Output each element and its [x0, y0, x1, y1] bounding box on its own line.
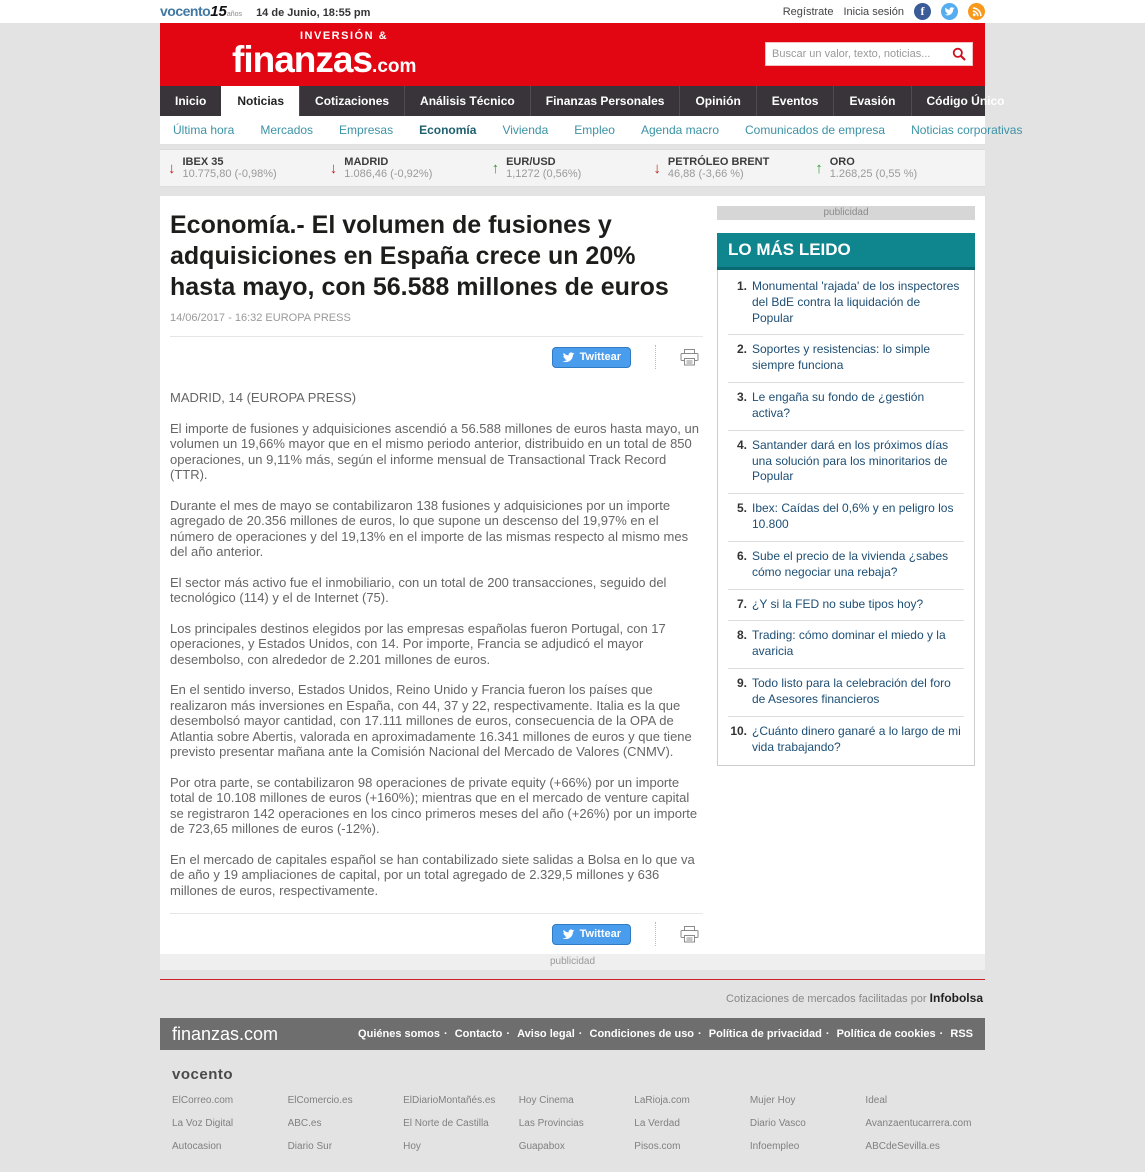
mainnav-item-noticias[interactable]: Noticias [221, 86, 299, 116]
vocento-link-eldiariomontanes-es[interactable]: ElDiarioMontañés.es [403, 1095, 496, 1107]
article-body [170, 390, 703, 898]
most-read-rank: 1. [736, 279, 747, 293]
most-read-rank: 3. [736, 390, 747, 405]
finanzas-logo[interactable] [232, 30, 416, 86]
vocento-logo-text: vocento [160, 2, 211, 19]
site-masthead [160, 23, 985, 86]
mainnav-item-evasion[interactable]: Evasión [833, 86, 910, 116]
most-read-link[interactable]: Trading: cómo dominar el miedo y la avaricia [752, 628, 946, 659]
search-icon [952, 47, 966, 61]
vocento-link-diario-vasco[interactable]: Diario Vasco [749, 1118, 806, 1130]
most-read-item [728, 669, 964, 717]
most-read-link[interactable]: Monumental 'rajada' de los inspectores del BdE contra la liquidación de Popular [752, 279, 960, 325]
most-read-item [728, 494, 964, 542]
subnav-item-empresas[interactable]: Empresas [339, 123, 394, 137]
article-byline: 14/06/2017 - 16:32 EUROPA PRESS [170, 312, 351, 325]
top-utility-bar [0, 0, 1145, 23]
logo-finanzas-text: finanzas [232, 39, 373, 80]
share-divider [655, 345, 656, 369]
ticker-name: IBEX 35 [182, 156, 224, 168]
ticker-quote-ibex-35[interactable] [168, 156, 330, 180]
vocento-link-elcorreo-com[interactable]: ElCorreo.com [172, 1095, 234, 1107]
print-button-bottom[interactable] [680, 926, 699, 943]
ticker-name: PETRÓLEO BRENT [667, 156, 770, 168]
most-read-rank: 6. [736, 548, 747, 563]
most-read-list [717, 270, 975, 766]
infobolsa-brand[interactable]: Infobolsa [929, 991, 983, 1006]
subnav-item-mercados[interactable]: Mercados [260, 123, 314, 137]
ticker-name: ORO [829, 156, 855, 168]
footer-brand[interactable]: finanzas.com [172, 1023, 279, 1044]
arrow-up-icon: ↑ [815, 159, 823, 177]
arrow-down-icon: ↓ [168, 159, 176, 177]
ticker-quote-eur-usd[interactable] [492, 156, 654, 180]
sidebar-ad-placeholder: publicidad [717, 206, 975, 220]
vocento-link-ideal[interactable]: Ideal [865, 1095, 888, 1107]
most-read-rank: 7. [736, 596, 747, 611]
vocento-15-text: 15 [210, 2, 227, 20]
most-read-item [728, 335, 964, 383]
mainnav-item-cotizaciones[interactable]: Cotizaciones [299, 86, 404, 116]
vocento-link-pisos-com[interactable]: Pisos.com [634, 1141, 681, 1153]
most-read-link[interactable]: ¿Cuánto dinero ganaré a lo largo de mi vida trabajando? [752, 723, 961, 754]
market-ticker [160, 149, 985, 187]
vocento-link-la-voz-digital[interactable]: La Voz Digital [172, 1118, 234, 1130]
vocento-footer-logo[interactable]: vocento [172, 1066, 234, 1084]
vocento-link-infoempleo[interactable]: Infoempleo [749, 1141, 800, 1153]
article-paragraph: El sector más activo fue el inmobiliario, con un total de 200 transacciones, seguido del tecnológico (114) y el de Internet (75). [170, 574, 667, 606]
article-paragraph: Durante el mes de mayo se contabilizaron 138 fusiones y adquisiciones por un importe agregado de 20.356 millones de euros, lo que supone un descenso del 19,97% en el número de operaciones y del 19,13% en el importe de las mismas respecto al mismo mes del año anterior. [170, 497, 689, 560]
most-read-rank: 10. [730, 723, 747, 738]
article-paragraph: El importe de fusiones y adquisiciones ascendió a 56.588 millones de euros hasta mayo, un volumen un 19,66% mayor que en el mismo periodo anterior, distribuido en un total de 850 operaciones, un 9,11% más, según el informe mensual de Transactional Track Record (TTR). [170, 420, 699, 483]
tweet-label: Twittear [579, 351, 621, 364]
vocento-link-elcomercio-es[interactable]: ElComercio.es [287, 1095, 353, 1107]
article-paragraph: En el mercado de capitales español se han contabilizado siete salidas a Bolsa en lo que va de año y 19 ampliaciones de capital, por un total agregado de 2.329,5 millones y 636 millones de euros, respectivamente. [170, 851, 695, 898]
most-read-item [728, 431, 964, 494]
logo-com-text: .com [372, 56, 417, 77]
sub-nav [160, 116, 1023, 145]
article-paragraph: En el sentido inverso, Estados Unidos, Reino Unido y Francia fueron los países que realizaron más inversiones en España, con 44, 37 y 22, respectivamente. Italia es la que desembolsó mayor cantidad, con 17.111 millones de euros, consecuencia de la OPA de Atlantia sobre Abertis, valorada en aproximadamente 16.341 millones de euros y que tiene previsto presentar mañana ante la Comisión Nacional del Mercado de Valores (CNMV). [170, 682, 692, 760]
ticker-name: EUR/USD [506, 156, 556, 168]
print-button-top[interactable] [680, 349, 699, 366]
footer-link-politica-de-privacidad[interactable]: · Política de privacidad [694, 1028, 822, 1040]
most-read-rank: 8. [736, 628, 747, 643]
article-paragraph: Los principales destinos elegidos por las empresas españolas fueron Portugal, con 17 operaciones, y Estados Unidos, con 14. Por importe, Francia se adjudicó el mayor desembolso, con alrededor de 2.201 millones de euros. [170, 620, 666, 667]
ticker-value: 46,88 (-3,66 %) [667, 168, 744, 180]
sidebar [717, 206, 975, 954]
footer-link-contacto[interactable]: · Contacto [440, 1028, 502, 1040]
footer-link-condiciones-de-uso[interactable]: · Condiciones de uso [575, 1028, 694, 1040]
arrow-up-icon: ↑ [491, 159, 500, 177]
vocento-link-abc-es[interactable]: ABC.es [287, 1118, 322, 1130]
ticker-quote-petroleo-brent[interactable] [653, 156, 815, 180]
vocento-link-hoy-cinema[interactable]: Hoy Cinema [518, 1095, 574, 1107]
ticker-value: 1.086,46 (-0,92%) [344, 168, 433, 180]
vocento-link-guapabox[interactable]: Guapabox [518, 1141, 565, 1153]
ticker-value: 1,1272 (0,56%) [506, 168, 582, 180]
vocento-link-diario-sur[interactable]: Diario Sur [287, 1141, 333, 1153]
arrow-down-icon: ↓ [653, 159, 661, 177]
quotes-attribution-text: Cotizaciones de mercados facilitadas por [726, 993, 930, 1006]
footer-bar [160, 1018, 985, 1050]
most-read-rank: 2. [736, 342, 747, 357]
vocento-link-autocasion[interactable]: Autocasion [172, 1141, 222, 1153]
mainnav-item-opinion[interactable]: Opinión [679, 86, 755, 116]
mainnav-item-finanzas-personales[interactable]: Finanzas Personales [530, 86, 680, 116]
ticker-value: 1.268,25 (0,55 %) [829, 168, 918, 180]
search-button[interactable] [952, 47, 966, 61]
most-read-item [728, 590, 964, 622]
search-box [765, 42, 973, 66]
main-content [160, 196, 985, 954]
ticker-name: MADRID [344, 156, 389, 168]
most-read-rank: 5. [736, 501, 747, 516]
ticker-quote-oro[interactable] [815, 156, 977, 180]
vocento-link-abcdesevilla-es[interactable]: ABCdeSevilla.es [865, 1141, 940, 1153]
tweet-button-bottom[interactable] [552, 924, 631, 945]
twitter-icon[interactable] [941, 3, 958, 20]
vocento-link-hoy[interactable]: Hoy [403, 1141, 421, 1153]
most-read-item [728, 621, 964, 669]
main-nav [160, 86, 1005, 116]
most-read-link[interactable]: Soportes y resistencias: lo simple siempre funciona [752, 342, 931, 373]
share-row-top [170, 336, 703, 377]
subnav-item-economia[interactable]: Economía [419, 123, 477, 137]
twitter-bird-icon [562, 928, 575, 941]
footer-link-rss[interactable]: · RSS [936, 1028, 973, 1040]
footer-link-politica-de-cookies[interactable]: · Política de cookies [822, 1028, 936, 1040]
most-read-link[interactable]: Santander dará en los próximos días una solución para los minoritarios de Popular [752, 437, 949, 484]
tweet-label: Twittear [579, 928, 621, 941]
ticker-quote-madrid[interactable] [330, 156, 492, 180]
vocento-link-el-norte-de-castilla[interactable]: El Norte de Castilla [403, 1118, 489, 1130]
most-read-title: LO MÁS LEIDO [717, 233, 975, 270]
mainnav-item-eventos[interactable]: Eventos [756, 86, 834, 116]
printer-icon [680, 926, 699, 943]
most-read-link[interactable]: Le engaña su fondo de ¿gestión activa? [752, 390, 925, 420]
article-paragraph: Por otra parte, se contabilizaron 98 operaciones de private equity (+66%) por un importe total de 10.108 millones de euros (+160%); mientras que en el mercado de venture capital se registraron 142 operaciones en los cinco primeros meses del año (+26%) por un importe de 723,65 millones de euros (-12%). [170, 774, 698, 837]
vocento-logo[interactable] [160, 3, 242, 21]
most-read-item [728, 542, 964, 590]
printer-icon [680, 349, 699, 366]
subnav-item-ultima-hora[interactable]: Última hora [173, 123, 235, 137]
share-divider [655, 922, 656, 946]
article-title: Economía.- El volumen de fusiones y adquisiciones en España crece un 20% hasta mayo, con 56.588 millones de euros [170, 211, 669, 301]
most-read-link[interactable]: Todo listo para la celebración del foro de Asesores financieros [752, 676, 951, 706]
bottom-ad-placeholder: publicidad [160, 954, 985, 970]
most-read-item [728, 272, 964, 335]
current-datetime: 14 de Junio, 18:55 pm [256, 6, 371, 19]
most-read-item [728, 383, 964, 431]
logo-inversion-text: INVERSIÓN & [300, 30, 389, 42]
most-read-rank: 4. [736, 437, 747, 452]
subnav-item-agenda-macro[interactable]: Agenda macro [640, 123, 719, 137]
vocento-sites-grid [172, 1095, 973, 1152]
mainnav-item-codigo-unico[interactable]: Código Único [911, 86, 1020, 116]
vocento-link-mujer-hoy[interactable]: Mujer Hoy [749, 1095, 796, 1107]
most-read-rank: 9. [736, 676, 747, 691]
most-read-link[interactable]: Sube el precio de la vivienda ¿sabes cómo negociar una rebaja? [752, 548, 949, 579]
vocento-footer [160, 1050, 985, 1172]
article-paragraph: MADRID, 14 (EUROPA PRESS) [170, 390, 357, 406]
vocento-link-avanzaentucarrera-com[interactable]: Avanzaentucarrera.com [865, 1118, 972, 1130]
facebook-icon[interactable]: f [914, 3, 931, 20]
subnav-item-vivienda[interactable]: Vivienda [502, 123, 549, 137]
arrow-down-icon: ↓ [329, 159, 338, 177]
footer-link-quienes-somos[interactable]: Quiénes somos [358, 1028, 440, 1041]
rss-icon[interactable] [968, 3, 985, 20]
mainnav-item-inicio[interactable]: Inicio [175, 94, 207, 108]
twitter-bird-icon [562, 351, 575, 364]
most-read-link[interactable]: ¿Y si la FED no sube tipos hoy? [752, 596, 924, 611]
footer-links [358, 1028, 973, 1040]
mainnav-item-analisis-tecnico[interactable]: Análisis Técnico [404, 86, 530, 116]
vocento-link-las-provincias[interactable]: Las Provincias [518, 1118, 584, 1130]
most-read-item [728, 717, 964, 764]
login-link[interactable]: Inicia sesión [843, 5, 904, 18]
subnav-item-comunicados-de-empresa[interactable]: Comunicados de empresa [745, 123, 886, 137]
subnav-item-empleo[interactable]: Empleo [574, 123, 615, 137]
register-link[interactable]: Regístrate [782, 5, 834, 18]
share-row-bottom [170, 913, 703, 954]
vocento-link-larioja-com[interactable]: LaRioja.com [634, 1095, 690, 1107]
vocento-link-la-verdad[interactable]: La Verdad [634, 1118, 680, 1130]
article-column [170, 206, 715, 954]
tweet-button-top[interactable] [552, 347, 631, 368]
search-input[interactable] [772, 48, 952, 60]
subnav-item-noticias-corporativas[interactable]: Noticias corporativas [911, 123, 1023, 137]
ticker-value: 10.775,80 (-0,98%) [182, 168, 277, 180]
vocento-anos-text: años [226, 10, 243, 18]
footer-link-aviso-legal[interactable]: · Aviso legal [502, 1028, 574, 1040]
quotes-attribution [160, 980, 985, 1018]
most-read-link[interactable]: Ibex: Caídas del 0,6% y en peligro los 10.800 [752, 501, 954, 532]
